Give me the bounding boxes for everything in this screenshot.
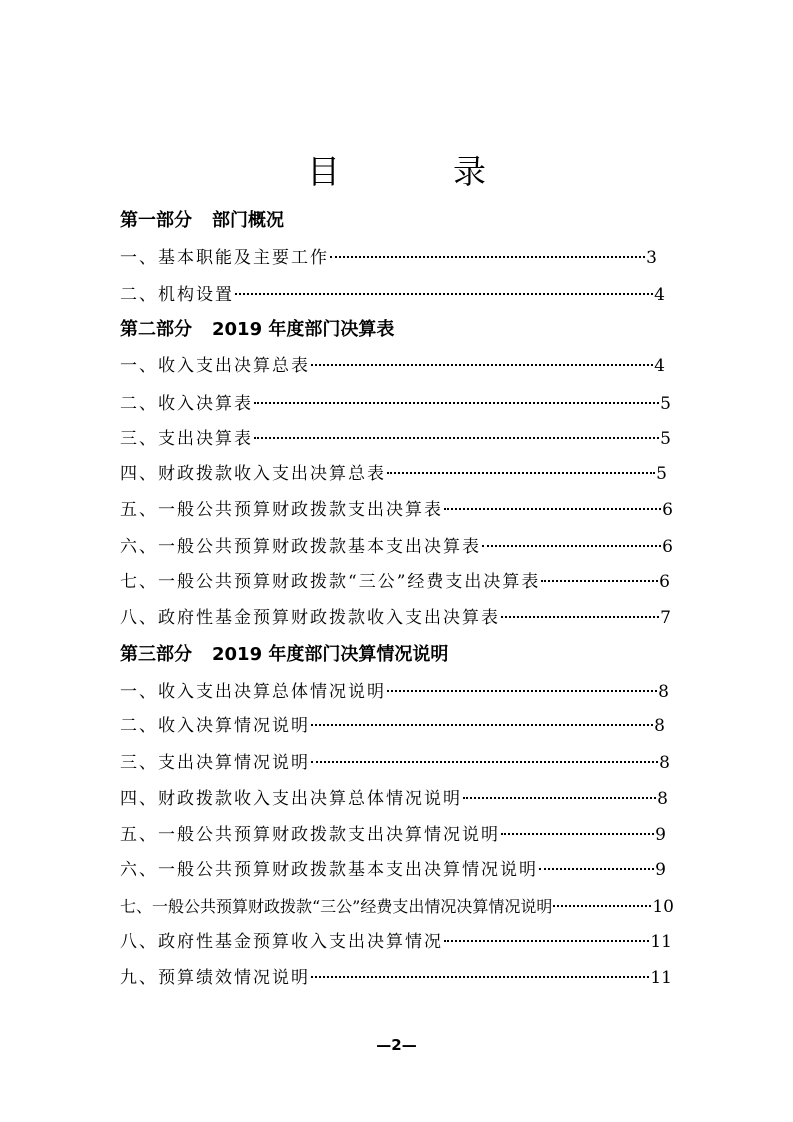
toc-entry-label: 六、一般公共预算财政拨款基本支出决算情况说明: [120, 860, 538, 880]
toc-entry[interactable]: [120, 820, 666, 850]
toc-entry-page: 9: [655, 860, 666, 880]
toc-entry-page: 4: [654, 356, 665, 376]
toc-entry[interactable]: [120, 243, 657, 273]
toc-entry[interactable]: [120, 351, 665, 381]
dot-leader: [553, 905, 651, 907]
toc-entry-label: 五、一般公共预算财政拨款支出决算表: [120, 500, 443, 520]
toc-entry-page: 3: [646, 248, 657, 268]
toc-entry[interactable]: [120, 495, 673, 525]
toc-entry-page: 5: [660, 429, 671, 449]
toc-entry-label: 四、财政拨款收入支出决算总表: [120, 464, 386, 484]
toc-entry-label: 二、收入决算表: [120, 394, 253, 414]
toc-entry-page: 6: [659, 572, 670, 592]
section-name: 2019 年度部门决算表: [212, 319, 395, 340]
toc-entry-label: 一、基本职能及主要工作: [120, 248, 329, 268]
toc-entry-label: 七、一般公共预算财政拨款“三公”经费支出决算表: [120, 572, 541, 592]
dot-leader: [444, 508, 661, 510]
toc-entry-label: 一、收入支出决算总表: [120, 356, 310, 376]
toc-entry-label: 二、机构设置: [120, 285, 234, 305]
toc-entry-label: 八、政府性基金预算财政拨款收入支出决算表: [120, 608, 500, 628]
toc-entry-label: 三、支出决算情况说明: [120, 753, 310, 773]
toc-entry[interactable]: [120, 280, 665, 310]
toc-entry[interactable]: [120, 784, 668, 814]
toc-entry-page: 10: [652, 897, 674, 917]
toc-entry[interactable]: [120, 711, 665, 741]
toc-entry-page: 7: [660, 608, 671, 628]
dot-leader: [501, 833, 654, 835]
toc-entry[interactable]: [120, 603, 671, 633]
section-heading-2: [120, 315, 394, 345]
dot-leader: [482, 545, 661, 547]
dot-leader: [539, 868, 654, 870]
toc-entry-label: 三、支出决算表: [120, 429, 253, 449]
toc-entry-label: 九、预算绩效情况说明: [120, 968, 310, 988]
dot-leader: [311, 364, 653, 366]
toc-entry-page: 11: [650, 932, 672, 952]
section-prefix: 第二部分: [120, 319, 192, 340]
dot-leader: [541, 580, 658, 582]
toc-entry-page: 4: [654, 285, 665, 305]
section-prefix: 第一部分: [120, 210, 192, 231]
dot-leader: [444, 940, 649, 942]
dot-leader: [311, 761, 658, 763]
toc-entry-page: 5: [656, 464, 667, 484]
toc-entry[interactable]: [120, 567, 670, 597]
dot-leader: [501, 616, 659, 618]
dot-leader: [387, 472, 655, 474]
toc-entry-page: 6: [662, 537, 673, 557]
toc-entry[interactable]: [120, 748, 670, 778]
section-heading-1: [120, 206, 284, 236]
toc-entry-page: 6: [662, 500, 673, 520]
toc-entry-page: 8: [657, 789, 668, 809]
toc-entry-page: 8: [654, 716, 665, 736]
toc-entry-label: 四、财政拨款收入支出决算总体情况说明: [120, 789, 462, 809]
dot-leader: [254, 437, 659, 439]
toc-entry[interactable]: [120, 892, 674, 922]
toc-entry[interactable]: [120, 532, 673, 562]
dot-leader: [330, 256, 645, 258]
section-heading-3: [120, 640, 448, 670]
toc-entry[interactable]: [120, 963, 672, 993]
toc-entry[interactable]: [120, 424, 671, 454]
toc-entry-page: 9: [655, 825, 666, 845]
toc-entry[interactable]: [120, 677, 669, 707]
toc-entry-page: 5: [660, 394, 671, 414]
toc-entry-label: 六、一般公共预算财政拨款基本支出决算表: [120, 537, 481, 557]
toc-entry-label: 七、一般公共预算财政拨款“三公”经费支出情况决算情况说明: [120, 897, 553, 916]
dot-leader: [235, 293, 653, 295]
dot-leader: [254, 402, 659, 404]
section-prefix: 第三部分: [120, 644, 192, 665]
toc-entry[interactable]: [120, 459, 667, 489]
toc-entry[interactable]: [120, 855, 666, 885]
section-name: 2019 年度部门决算情况说明: [212, 644, 449, 665]
dot-leader: [311, 976, 649, 978]
dot-leader: [463, 797, 656, 799]
toc-entry-label: 五、一般公共预算财政拨款支出决算情况说明: [120, 825, 500, 845]
toc-entry-page: 8: [659, 753, 670, 773]
section-name: 部门概况: [212, 210, 284, 231]
toc-entry-label: 一、收入支出决算总体情况说明: [120, 682, 386, 702]
dot-leader: [311, 724, 653, 726]
dot-leader: [387, 690, 657, 692]
page-title: 目 录: [307, 152, 526, 191]
toc-entry-label: 二、收入决算情况说明: [120, 716, 310, 736]
toc-entry-page: 8: [658, 682, 669, 702]
toc-entry[interactable]: [120, 927, 672, 957]
toc-entry[interactable]: [120, 389, 671, 419]
toc-entry-page: 11: [650, 968, 672, 988]
toc-entry-label: 八、政府性基金预算收入支出决算情况: [120, 932, 443, 952]
page-number: —2—: [376, 1036, 417, 1054]
